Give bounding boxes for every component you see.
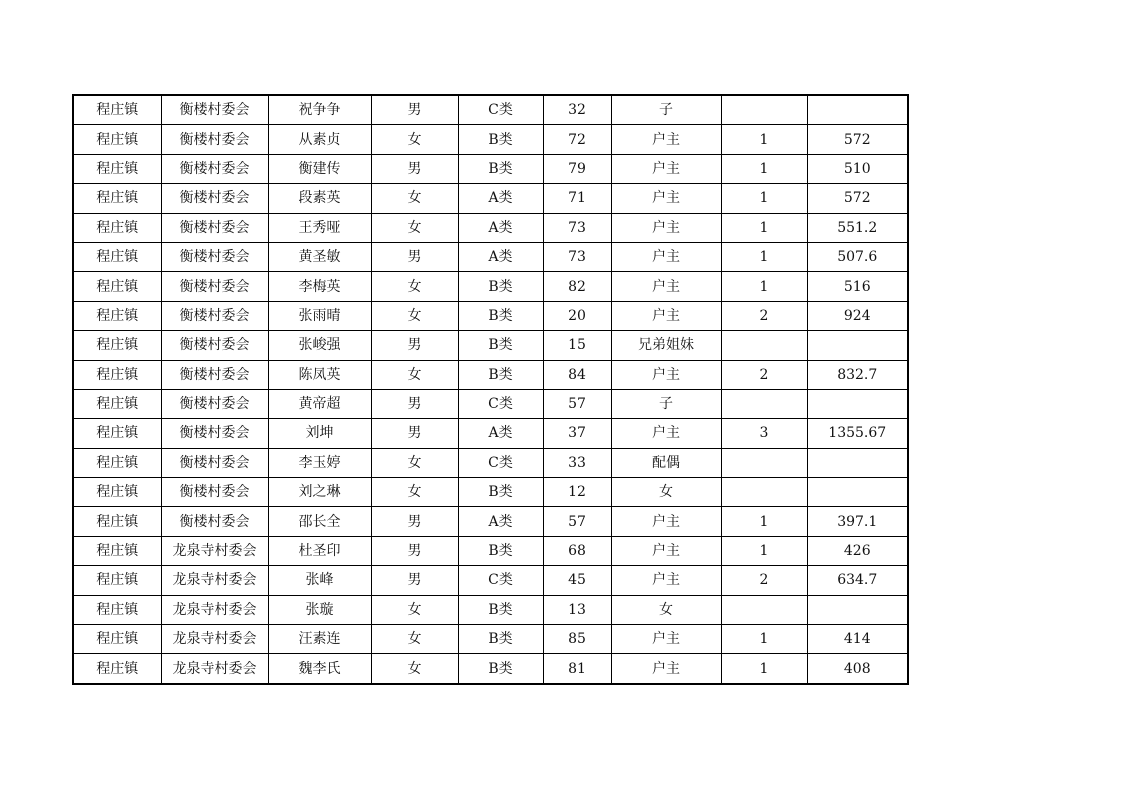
relation-cell: 户主 bbox=[611, 507, 721, 536]
category-cell: B类 bbox=[458, 301, 543, 330]
relation-cell: 户主 bbox=[611, 184, 721, 213]
gender-cell: 男 bbox=[371, 566, 458, 595]
household-count-cell bbox=[721, 478, 807, 507]
age-cell: 15 bbox=[543, 331, 611, 360]
category-cell: B类 bbox=[458, 536, 543, 565]
village-cell: 衡楼村委会 bbox=[161, 213, 268, 242]
town-cell: 程庄镇 bbox=[73, 625, 161, 654]
village-cell: 龙泉寺村委会 bbox=[161, 566, 268, 595]
relation-cell: 户主 bbox=[611, 536, 721, 565]
table-row bbox=[73, 419, 908, 448]
name-cell: 黄圣敏 bbox=[268, 242, 371, 271]
relation-cell: 户主 bbox=[611, 272, 721, 301]
town-cell: 程庄镇 bbox=[73, 507, 161, 536]
table-row bbox=[73, 213, 908, 242]
category-cell: B类 bbox=[458, 154, 543, 183]
name-cell: 邵长全 bbox=[268, 507, 371, 536]
amount-cell: 507.6 bbox=[807, 242, 908, 271]
gender-cell: 男 bbox=[371, 331, 458, 360]
gender-cell: 女 bbox=[371, 625, 458, 654]
age-cell: 81 bbox=[543, 654, 611, 684]
age-cell: 82 bbox=[543, 272, 611, 301]
amount-cell: 397.1 bbox=[807, 507, 908, 536]
gender-cell: 男 bbox=[371, 419, 458, 448]
gender-cell: 男 bbox=[371, 242, 458, 271]
village-cell: 龙泉寺村委会 bbox=[161, 595, 268, 624]
amount-cell bbox=[807, 95, 908, 125]
household-count-cell: 1 bbox=[721, 184, 807, 213]
amount-cell: 551.2 bbox=[807, 213, 908, 242]
household-count-cell bbox=[721, 95, 807, 125]
table-row bbox=[73, 331, 908, 360]
town-cell: 程庄镇 bbox=[73, 389, 161, 418]
name-cell: 李梅英 bbox=[268, 272, 371, 301]
table-row bbox=[73, 595, 908, 624]
village-cell: 衡楼村委会 bbox=[161, 272, 268, 301]
gender-cell: 女 bbox=[371, 272, 458, 301]
relation-cell: 户主 bbox=[611, 566, 721, 595]
town-cell: 程庄镇 bbox=[73, 566, 161, 595]
town-cell: 程庄镇 bbox=[73, 419, 161, 448]
relation-cell: 女 bbox=[611, 478, 721, 507]
town-cell: 程庄镇 bbox=[73, 360, 161, 389]
household-count-cell: 1 bbox=[721, 654, 807, 684]
town-cell: 程庄镇 bbox=[73, 595, 161, 624]
table-row bbox=[73, 154, 908, 183]
gender-cell: 女 bbox=[371, 125, 458, 154]
table-row bbox=[73, 301, 908, 330]
village-cell: 衡楼村委会 bbox=[161, 448, 268, 477]
category-cell: B类 bbox=[458, 331, 543, 360]
amount-cell bbox=[807, 331, 908, 360]
table-row bbox=[73, 125, 908, 154]
town-cell: 程庄镇 bbox=[73, 184, 161, 213]
age-cell: 73 bbox=[543, 213, 611, 242]
relation-cell: 女 bbox=[611, 595, 721, 624]
amount-cell: 572 bbox=[807, 184, 908, 213]
village-cell: 衡楼村委会 bbox=[161, 95, 268, 125]
gender-cell: 女 bbox=[371, 478, 458, 507]
town-cell: 程庄镇 bbox=[73, 125, 161, 154]
gender-cell: 男 bbox=[371, 507, 458, 536]
table-row bbox=[73, 536, 908, 565]
household-count-cell: 3 bbox=[721, 419, 807, 448]
table-row bbox=[73, 242, 908, 271]
household-count-cell: 1 bbox=[721, 242, 807, 271]
amount-cell: 516 bbox=[807, 272, 908, 301]
category-cell: C类 bbox=[458, 566, 543, 595]
relation-cell: 户主 bbox=[611, 654, 721, 684]
town-cell: 程庄镇 bbox=[73, 478, 161, 507]
age-cell: 79 bbox=[543, 154, 611, 183]
age-cell: 45 bbox=[543, 566, 611, 595]
age-cell: 12 bbox=[543, 478, 611, 507]
category-cell: A类 bbox=[458, 213, 543, 242]
amount-cell: 634.7 bbox=[807, 566, 908, 595]
age-cell: 33 bbox=[543, 448, 611, 477]
table-row bbox=[73, 507, 908, 536]
relation-cell: 户主 bbox=[611, 360, 721, 389]
gender-cell: 男 bbox=[371, 389, 458, 418]
town-cell: 程庄镇 bbox=[73, 242, 161, 271]
name-cell: 李玉婷 bbox=[268, 448, 371, 477]
town-cell: 程庄镇 bbox=[73, 95, 161, 125]
household-count-cell: 1 bbox=[721, 125, 807, 154]
age-cell: 57 bbox=[543, 507, 611, 536]
category-cell: C类 bbox=[458, 95, 543, 125]
household-count-cell: 2 bbox=[721, 360, 807, 389]
relation-cell: 户主 bbox=[611, 419, 721, 448]
category-cell: B类 bbox=[458, 478, 543, 507]
amount-cell bbox=[807, 595, 908, 624]
town-cell: 程庄镇 bbox=[73, 448, 161, 477]
category-cell: B类 bbox=[458, 272, 543, 301]
age-cell: 73 bbox=[543, 242, 611, 271]
name-cell: 祝争争 bbox=[268, 95, 371, 125]
name-cell: 张雨晴 bbox=[268, 301, 371, 330]
household-count-cell: 1 bbox=[721, 507, 807, 536]
age-cell: 32 bbox=[543, 95, 611, 125]
gender-cell: 男 bbox=[371, 95, 458, 125]
town-cell: 程庄镇 bbox=[73, 154, 161, 183]
data-table bbox=[72, 94, 909, 685]
town-cell: 程庄镇 bbox=[73, 213, 161, 242]
town-cell: 程庄镇 bbox=[73, 536, 161, 565]
household-count-cell: 1 bbox=[721, 536, 807, 565]
name-cell: 杜圣印 bbox=[268, 536, 371, 565]
village-cell: 衡楼村委会 bbox=[161, 389, 268, 418]
household-count-cell bbox=[721, 389, 807, 418]
category-cell: C类 bbox=[458, 389, 543, 418]
age-cell: 20 bbox=[543, 301, 611, 330]
age-cell: 57 bbox=[543, 389, 611, 418]
age-cell: 85 bbox=[543, 625, 611, 654]
gender-cell: 女 bbox=[371, 301, 458, 330]
gender-cell: 女 bbox=[371, 184, 458, 213]
name-cell: 魏李氏 bbox=[268, 654, 371, 684]
household-count-cell: 2 bbox=[721, 301, 807, 330]
name-cell: 黄帝超 bbox=[268, 389, 371, 418]
table-row bbox=[73, 654, 908, 684]
amount-cell bbox=[807, 448, 908, 477]
table-row bbox=[73, 360, 908, 389]
table-row bbox=[73, 272, 908, 301]
relation-cell: 户主 bbox=[611, 125, 721, 154]
category-cell: A类 bbox=[458, 419, 543, 448]
table-row bbox=[73, 478, 908, 507]
category-cell: B类 bbox=[458, 625, 543, 654]
gender-cell: 女 bbox=[371, 595, 458, 624]
category-cell: B类 bbox=[458, 360, 543, 389]
household-count-cell bbox=[721, 448, 807, 477]
amount-cell: 408 bbox=[807, 654, 908, 684]
village-cell: 衡楼村委会 bbox=[161, 478, 268, 507]
table-row bbox=[73, 448, 908, 477]
relation-cell: 子 bbox=[611, 95, 721, 125]
village-cell: 衡楼村委会 bbox=[161, 184, 268, 213]
gender-cell: 女 bbox=[371, 654, 458, 684]
amount-cell: 414 bbox=[807, 625, 908, 654]
relation-cell: 户主 bbox=[611, 301, 721, 330]
table-row bbox=[73, 184, 908, 213]
village-cell: 衡楼村委会 bbox=[161, 507, 268, 536]
relation-cell: 户主 bbox=[611, 625, 721, 654]
name-cell: 衡建传 bbox=[268, 154, 371, 183]
amount-cell: 1355.67 bbox=[807, 419, 908, 448]
name-cell: 陈凤英 bbox=[268, 360, 371, 389]
table-row bbox=[73, 566, 908, 595]
amount-cell: 510 bbox=[807, 154, 908, 183]
amount-cell: 924 bbox=[807, 301, 908, 330]
town-cell: 程庄镇 bbox=[73, 301, 161, 330]
category-cell: B类 bbox=[458, 125, 543, 154]
category-cell: A类 bbox=[458, 184, 543, 213]
gender-cell: 男 bbox=[371, 154, 458, 183]
name-cell: 从素贞 bbox=[268, 125, 371, 154]
age-cell: 84 bbox=[543, 360, 611, 389]
gender-cell: 女 bbox=[371, 213, 458, 242]
amount-cell bbox=[807, 389, 908, 418]
household-count-cell bbox=[721, 331, 807, 360]
village-cell: 衡楼村委会 bbox=[161, 331, 268, 360]
age-cell: 72 bbox=[543, 125, 611, 154]
age-cell: 68 bbox=[543, 536, 611, 565]
relation-cell: 子 bbox=[611, 389, 721, 418]
household-count-cell: 1 bbox=[721, 625, 807, 654]
amount-cell: 832.7 bbox=[807, 360, 908, 389]
name-cell: 张峰 bbox=[268, 566, 371, 595]
category-cell: C类 bbox=[458, 448, 543, 477]
relation-cell: 户主 bbox=[611, 242, 721, 271]
household-count-cell: 2 bbox=[721, 566, 807, 595]
relation-cell: 户主 bbox=[611, 213, 721, 242]
name-cell: 刘之琳 bbox=[268, 478, 371, 507]
amount-cell: 572 bbox=[807, 125, 908, 154]
table-row bbox=[73, 95, 908, 125]
village-cell: 衡楼村委会 bbox=[161, 301, 268, 330]
gender-cell: 女 bbox=[371, 448, 458, 477]
household-count-cell: 1 bbox=[721, 272, 807, 301]
age-cell: 71 bbox=[543, 184, 611, 213]
relation-cell: 户主 bbox=[611, 154, 721, 183]
gender-cell: 男 bbox=[371, 536, 458, 565]
town-cell: 程庄镇 bbox=[73, 272, 161, 301]
name-cell: 张璇 bbox=[268, 595, 371, 624]
name-cell: 王秀哑 bbox=[268, 213, 371, 242]
name-cell: 刘坤 bbox=[268, 419, 371, 448]
gender-cell: 女 bbox=[371, 360, 458, 389]
category-cell: B类 bbox=[458, 595, 543, 624]
village-cell: 衡楼村委会 bbox=[161, 125, 268, 154]
household-count-cell: 1 bbox=[721, 154, 807, 183]
amount-cell bbox=[807, 478, 908, 507]
village-cell: 龙泉寺村委会 bbox=[161, 654, 268, 684]
village-cell: 衡楼村委会 bbox=[161, 419, 268, 448]
category-cell: A类 bbox=[458, 507, 543, 536]
name-cell: 汪素连 bbox=[268, 625, 371, 654]
village-cell: 衡楼村委会 bbox=[161, 360, 268, 389]
table-row bbox=[73, 625, 908, 654]
household-count-cell bbox=[721, 595, 807, 624]
name-cell: 段素英 bbox=[268, 184, 371, 213]
village-cell: 衡楼村委会 bbox=[161, 242, 268, 271]
table-row bbox=[73, 389, 908, 418]
category-cell: B类 bbox=[458, 654, 543, 684]
village-cell: 龙泉寺村委会 bbox=[161, 536, 268, 565]
relation-cell: 兄弟姐妹 bbox=[611, 331, 721, 360]
town-cell: 程庄镇 bbox=[73, 331, 161, 360]
relation-cell: 配偶 bbox=[611, 448, 721, 477]
age-cell: 37 bbox=[543, 419, 611, 448]
household-count-cell: 1 bbox=[721, 213, 807, 242]
age-cell: 13 bbox=[543, 595, 611, 624]
town-cell: 程庄镇 bbox=[73, 654, 161, 684]
table-body bbox=[73, 95, 908, 684]
name-cell: 张峻强 bbox=[268, 331, 371, 360]
category-cell: A类 bbox=[458, 242, 543, 271]
village-cell: 衡楼村委会 bbox=[161, 154, 268, 183]
amount-cell: 426 bbox=[807, 536, 908, 565]
village-cell: 龙泉寺村委会 bbox=[161, 625, 268, 654]
